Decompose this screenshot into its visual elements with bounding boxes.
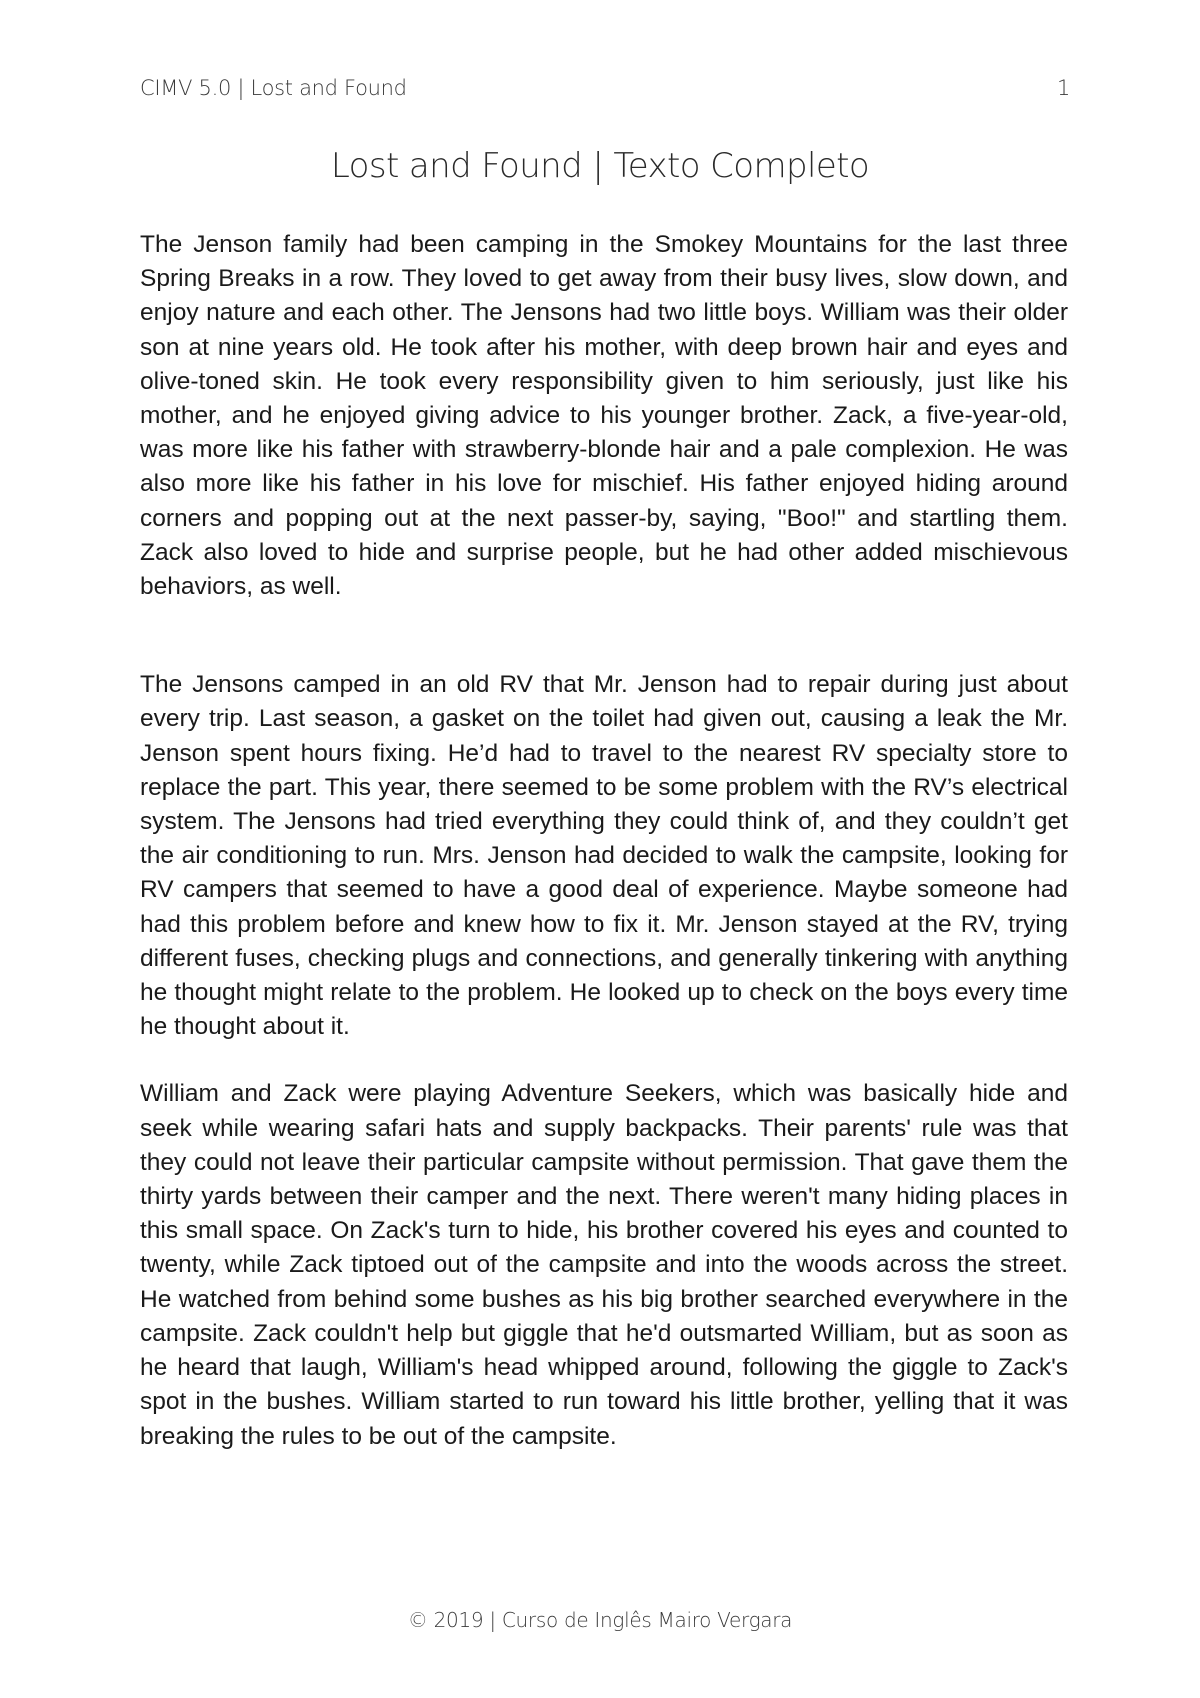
paragraph-2: The Jensons camped in an old RV that Mr. Jenson had to repair during just about every trip. Last season, a gasket on the toilet had given out, causing a leak the Mr. Jenson spent hours fixing. He’d had to travel to the nearest RV specialty store to replace the part. This year, there seemed to be some problem with the RV’s electrical system. The Jensons had tried everything they could think of, and they couldn’t get the air conditioning to run. Mrs. Jenson had decided to walk the campsite, looking for RV campers that seemed to have a good deal of experience. Maybe someone had had this problem before and knew how to fix it. Mr. Jenson stayed at the RV, trying different fuses, checking plugs and connections, and generally tinkering with anything he thought might relate to the problem. He looked up to check on the boys every time he thought about it. [140, 671, 1068, 1041]
document-body [140, 228, 1068, 1454]
paragraph-3: William and Zack were playing Adventure Seekers, which was basically hide and seek while wearing safari hats and supply backpacks. Their parents' rule was that they could not leave their particular campsite without permission. That gave them the thirty yards between their camper and the next. There weren't many hiding places in this small space. On Zack's turn to hide, his brother covered his eyes and counted to twenty, while Zack tiptoed out of the campsite and into the woods across the street. He watched from behind some bushes as his big brother searched everywhere in the campsite. Zack couldn't help but giggle that he'd outsmarted William, but as soon as he heard that laugh, William's head whipped around, following the giggle to Zack's spot in the bushes. William started to run toward his little brother, yelling that it was breaking the rules to be out of the campsite. [140, 1080, 1068, 1450]
page-footer: © 2019 | Curso de Inglês Mairo Vergara [407, 1608, 793, 1632]
running-header [140, 74, 1070, 102]
paragraph-1: The Jenson family had been camping in the Smokey Mountains for the last three Spring Breaks in a row. They loved to get away from their busy lives, slow down, and enjoy nature and each other. The Jensons had two little boys. William was their older son at nine years old. He took after his mother, with deep brown hair and eyes and olive-toned skin. He took every responsibility given to him seriously, just like his mother, and he enjoyed giving advice to his younger brother. Zack, a five-year-old, was more like his father with strawberry-blonde hair and a pale complexion. He was also more like his father in his love for mischief. His father enjoyed hiding around corners and popping out at the next passer-by, saying, "Boo!" and startling them. Zack also loved to hide and surprise people, but he had other added mischievous behaviors, as well. [140, 231, 1068, 601]
document-title: Lost and Found | Texto Completo [330, 146, 870, 186]
running-title: CIMV 5.0 | Lost and Found [140, 76, 407, 100]
page-number: 1 [1056, 76, 1070, 100]
